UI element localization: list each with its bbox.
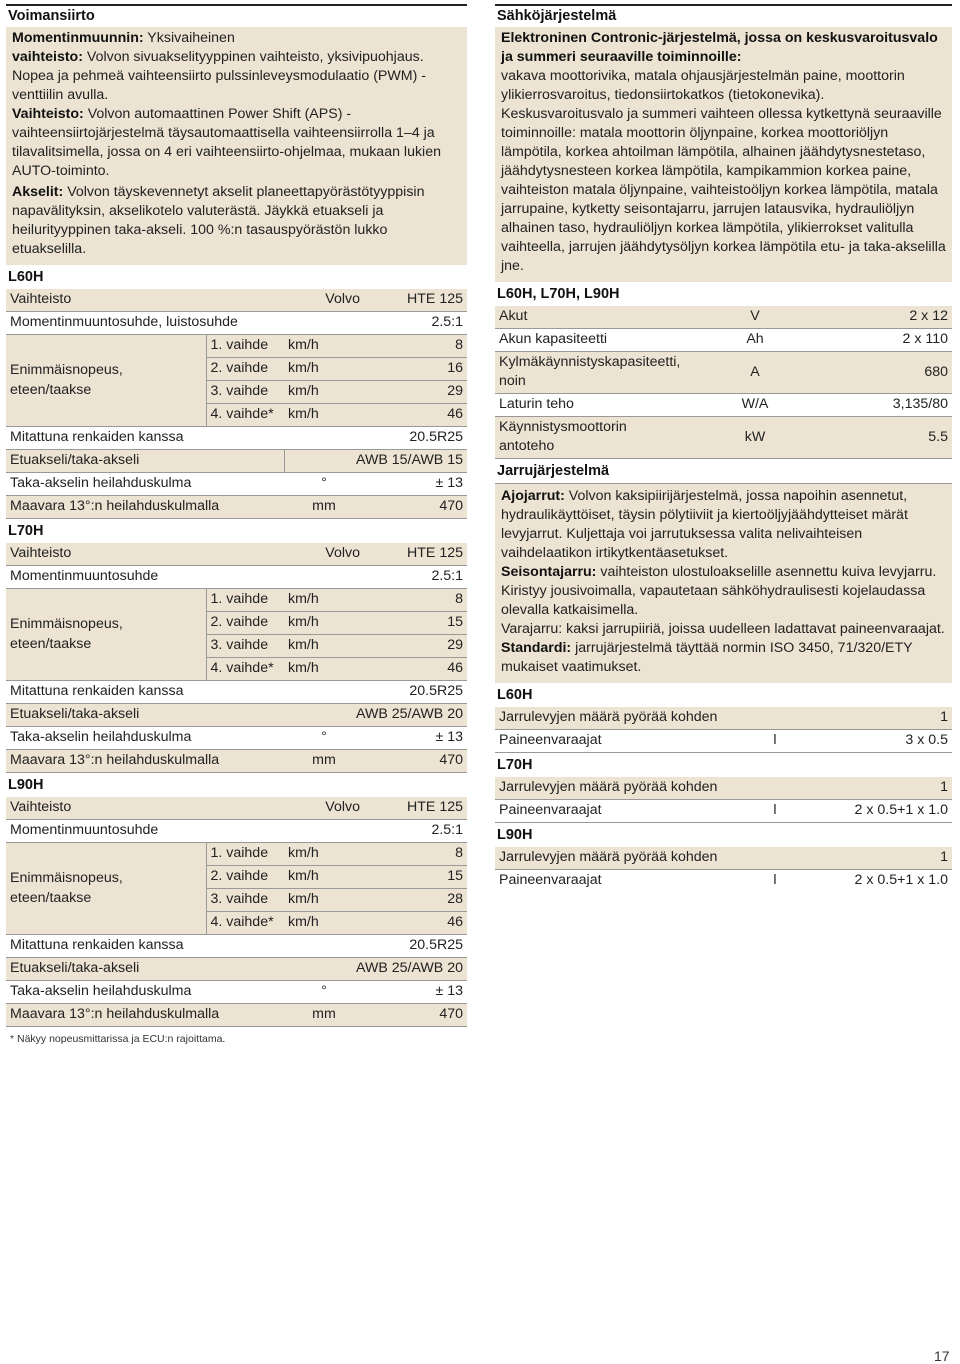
model-heading: L60H <box>497 687 533 703</box>
table-row: 4. vaihde* km/h 46 <box>6 404 467 427</box>
table-row: Jarrulevyjen määrä pyörää kohden 1 <box>495 707 952 730</box>
table-row: Käynnistysmoottorin antoteho kW 5.5 <box>495 417 952 459</box>
table-row: Paineenvaraajat l 3 x 0.5 <box>495 730 952 753</box>
electrical-intro: Elektroninen Contronic-järjestelmä, jossa on keskusvaroitusvalo ja summeri seuraaville toiminnoille: vakava moottorivika, matala ohjausjärjestelmän paine, moottorin ylikierrosvaroitus, tiedonsiirtokatkos (tietokonevika). <box>501 30 938 103</box>
table-row: 3. vaihde km/h 28 <box>6 889 467 912</box>
left-column <box>6 4 467 1045</box>
right-column <box>495 4 952 892</box>
brakes-box <box>495 484 952 683</box>
electrical-text: Keskusvaroitusvalo ja summeri vaihteen ollessa kytkettynä seuraaville toiminnoille: matala moottorin öljynpaine, korkea moottoriöljyn lämpötila, korkea ahtoilman lämpötila, alhainen jäähdytysnestetaso, jäähdytysnesteen korkea lämpötila, kampikammion korkea paine, vaihteiston matala öljynpaine, vaihteistoöljyn korkea lämpötila, matala jarrupaine, kytketty seisontajarru, jarrujen latausvika, hydrauliöljyn alhainen taso, hydrauliöljyn korkea lämpötila, ylikierrokset valitulla vaihteella, jarrujen jäähdytysöljyn korkea lämpötila etu- ja taka-akselilla jne. <box>501 106 946 274</box>
spec-table <box>6 543 467 773</box>
table-row: 4. vaihde* km/h 46 <box>6 912 467 935</box>
page-number: 17 <box>934 1348 950 1364</box>
electrical-table <box>495 306 952 459</box>
table-row: Mitattuna renkaiden kanssa 20.5R25 <box>6 935 467 958</box>
table-row: Etuakseli/taka-akseli AWB 25/AWB 20 <box>6 958 467 981</box>
table-row: Akut V 2 x 12 <box>495 306 952 329</box>
table-row: Momentinmuuntosuhde 2.5:1 <box>6 566 467 589</box>
table-row: Taka-akselin heilahduskulma ° ± 13 <box>6 981 467 1004</box>
table-row: Enimmäisnopeus, eteen/taakse 1. vaihde km/h 8 <box>6 589 467 612</box>
section-heading-jarrujarjestelma: Jarrujärjestelmä <box>495 459 952 484</box>
brakes-para: Varajarru: kaksi jarrupiiriä, joissa uudelleen ladattavat paineenvaraajat. <box>501 621 945 637</box>
table-row: Laturin teho W/A 3,135/80 <box>495 394 952 417</box>
table-row: 3. vaihde km/h 29 <box>6 635 467 658</box>
table-row: Momentinmuuntosuhde 2.5:1 <box>6 820 467 843</box>
electrical-box <box>495 27 952 282</box>
table-row: Vaihteisto Volvo HTE 125 <box>6 797 467 820</box>
brakes-para: Ajojarrut: Volvon kaksipiirijärjestelmä, jossa napoihin asennetut, hydraulikäyttöiset, täysin pölytiiviit ja kiertoöljyjäähdytteiset märät levyjarrut. Kuljettaja voi jarrutuksessa valita nelivaihteisen vaihdelaatikon irtikytkentäasetukset. <box>501 488 908 561</box>
brakes-table <box>495 777 952 823</box>
intro-para: Momentinmuunnin: Yksivaiheinen vaihteisto: Volvon sivuakselityyppinen vaihteisto, yksivipuohjaus. Nopea ja pehmeä vaihteensiirto pulssinleveysmodulaatio (PWM) -venttiilin avulla. <box>12 30 426 103</box>
table-row: Enimmäisnopeus, eteen/taakse 1. vaihde km/h 8 <box>6 335 467 358</box>
table-row: Kylmäkäynnistyskapasiteetti, noin A 680 <box>495 352 952 394</box>
model-heading: L70H <box>8 523 44 539</box>
model-heading: L60H <box>8 269 44 285</box>
table-row: 2. vaihde km/h 15 <box>6 612 467 635</box>
brakes-para: Standardi: jarrujärjestelmä täyttää normin ISO 3450, 71/320/ETY mukaiset vaatimukset. <box>501 640 913 675</box>
section-heading-voimansiirto: Voimansiirto <box>6 4 467 27</box>
table-row: Maavara 13°:n heilahduskulmalla mm 470 <box>6 750 467 773</box>
table-row: Akun kapasiteetti Ah 2 x 110 <box>495 329 952 352</box>
intro-para: Akselit: Volvon täyskevennetyt akselit planeettapyörästötyyppisin napavälityksin, akselikotelo valuterästä. Jäykkä etuakseli ja heilurityyppinen taka-akseli. 100 %:n tasauspyörästön lukko etuakselilla. <box>12 184 425 257</box>
table-row: 4. vaihde* km/h 46 <box>6 658 467 681</box>
table-row: Etuakseli/taka-akseli AWB 25/AWB 20 <box>6 704 467 727</box>
table-row: Mitattuna renkaiden kanssa 20.5R25 <box>6 427 467 450</box>
table-row: Jarrulevyjen määrä pyörää kohden 1 <box>495 847 952 870</box>
intro-para: Vaihteisto: Volvon automaattinen Power Shift (APS) -vaihteensiirtojärjestelmä täysautomaattisella vaihteensiirrolla 1–4 ja tilavalitsimella, jossa on 4 eri vaihteensiirto-ohjelmaa, mukaan lukien AUTO-toiminto. <box>12 106 441 179</box>
footnote: * Näkyy nopeusmittarissa ja ECU:n rajoittama. <box>10 1033 226 1045</box>
table-row: Taka-akselin heilahduskulma ° ± 13 <box>6 727 467 750</box>
model-heading: L60H, L70H, L90H <box>497 286 620 302</box>
model-heading: L90H <box>497 827 533 843</box>
model-heading: L70H <box>497 757 533 773</box>
table-row: Maavara 13°:n heilahduskulmalla mm 470 <box>6 496 467 519</box>
table-row: Taka-akselin heilahduskulma ° ± 13 <box>6 473 467 496</box>
spec-table <box>6 797 467 1027</box>
section-heading-sahkojarjestelma: Sähköjärjestelmä <box>495 4 952 27</box>
spec-table <box>6 289 467 519</box>
table-row: Maavara 13°:n heilahduskulmalla mm 470 <box>6 1004 467 1027</box>
table-row: 3. vaihde km/h 29 <box>6 381 467 404</box>
table-row: Momentinmuuntosuhde, luistosuhde 2.5:1 <box>6 312 467 335</box>
brakes-table <box>495 707 952 753</box>
brakes-table <box>495 847 952 892</box>
table-row: Vaihteisto Volvo HTE 125 <box>6 543 467 566</box>
table-row: Jarrulevyjen määrä pyörää kohden 1 <box>495 777 952 800</box>
table-row: Paineenvaraajat l 2 x 0.5+1 x 1.0 <box>499 872 948 888</box>
intro-box <box>6 27 467 265</box>
table-row: Mitattuna renkaiden kanssa 20.5R25 <box>6 681 467 704</box>
table-row: Vaihteisto Volvo HTE 125 <box>6 289 467 312</box>
table-row: Paineenvaraajat l 2 x 0.5+1 x 1.0 <box>495 800 952 823</box>
table-row: 2. vaihde km/h 16 <box>6 358 467 381</box>
table-row: Etuakseli/taka-akseli AWB 15/AWB 15 <box>6 450 467 473</box>
table-row: Enimmäisnopeus, eteen/taakse 1. vaihde km/h 8 <box>6 843 467 866</box>
model-heading: L90H <box>8 777 44 793</box>
table-row: 2. vaihde km/h 15 <box>6 866 467 889</box>
brakes-para: Seisontajarru: vaihteiston ulostuloakselille asennettu kuiva levyjarru. Kiristyy jousivoimalla, vapautetaan sähköhydraulisesti kojelaudassa olevalla katkaisimella. <box>501 564 937 618</box>
